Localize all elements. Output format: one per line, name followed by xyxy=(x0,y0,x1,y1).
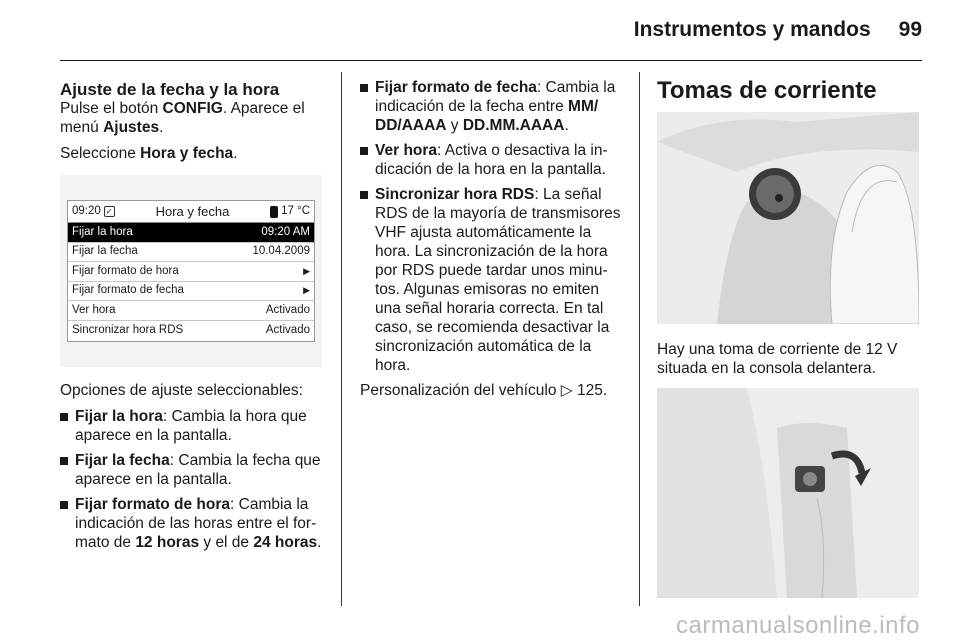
column-divider-2 xyxy=(639,72,640,606)
arrow-right-icon: ▷ xyxy=(560,382,573,399)
page-number: 99 xyxy=(898,18,922,41)
right-column xyxy=(657,76,921,598)
check-icon: ✓ xyxy=(104,206,115,217)
screen-header xyxy=(68,201,314,223)
watermark: carmanualsonline.info xyxy=(676,612,920,639)
chevron-right-icon: ▶ xyxy=(303,265,310,276)
screen-temperature: 17 °C xyxy=(281,205,310,217)
outlet-cover-photo xyxy=(657,388,919,598)
screen-row-fijar-hora: Fijar la hora 09:20 AM xyxy=(68,223,314,243)
header-title: Instrumentos y mandos xyxy=(633,18,871,41)
list-item: Sincronizar hora RDS: La señal RDS de la mayoría de transmisores VHF ajusta automáticamente la hora. La sincronización de la hora por RDS puede tardar unos minutos. Algunas emisoras no emiten una señal horaria correcta. En tal caso, se recomienda desactivar la sincronización automática de la hora. xyxy=(360,185,626,375)
list-item: Fijar la fecha: Cambia la fecha que aparece en la pantalla. xyxy=(60,451,326,489)
thermometer-icon xyxy=(270,206,278,218)
chevron-right-icon: ▶ xyxy=(303,285,310,296)
header-rule xyxy=(60,60,922,61)
options-intro: Opciones de ajuste seleccionables: xyxy=(60,382,303,399)
screen-row-formato-fecha: Fijar formato de fecha ▶ xyxy=(68,282,314,302)
display-figure xyxy=(60,175,322,367)
list-item: Ver hora: Activa o desactiva la indicación de la hora en la pantalla. xyxy=(360,141,626,179)
page-header xyxy=(634,18,922,42)
list-item: Fijar formato de hora: Cambia la indicación de las horas entre el formato de 12 horas y el de 24 horas. xyxy=(60,495,326,552)
options-list-continued xyxy=(360,78,626,375)
screen-row-rds: Sincronizar hora RDS Activado xyxy=(72,323,310,336)
cross-reference[interactable]: Personalización del vehículo ▷ 125. xyxy=(360,382,608,399)
section-title: Ajuste de la fecha y la hora xyxy=(60,80,280,99)
screen-row-fijar-fecha: Fijar la fecha 10.04.2009 xyxy=(68,243,314,263)
middle-column xyxy=(360,78,626,407)
screen-time: 09:20 xyxy=(72,205,101,217)
gear-console-illustration xyxy=(657,112,919,324)
power-outlet-photo xyxy=(657,112,919,324)
info-display-screen xyxy=(67,200,315,342)
intro-paragraph: Pulse el botón CONFIG. Aparece el menú Ajustes. xyxy=(60,100,305,136)
outlet-cover-illustration xyxy=(657,388,919,598)
section-title-power: Tomas de corriente xyxy=(657,77,877,104)
list-item: Fijar formato de fecha: Cambia la indicación de la fecha entre MM/ DD/AAAA y DD.MM.AAAA. xyxy=(360,78,626,135)
left-column xyxy=(60,80,326,558)
screen-row-formato-hora: Fijar formato de hora ▶ xyxy=(68,262,314,282)
power-caption: Hay una toma de corriente de 12 V situada en la consola delantera. xyxy=(657,341,898,377)
list-item: Fijar la hora: Cambia la hora que aparece en la pantalla. xyxy=(60,407,326,445)
select-paragraph: Seleccione Hora y fecha. xyxy=(60,145,238,162)
column-divider-1 xyxy=(341,72,342,606)
screen-row-ver-hora: Ver hora Activado xyxy=(68,301,314,321)
options-list xyxy=(60,407,326,552)
screen-title: Hora y fecha xyxy=(155,204,230,219)
